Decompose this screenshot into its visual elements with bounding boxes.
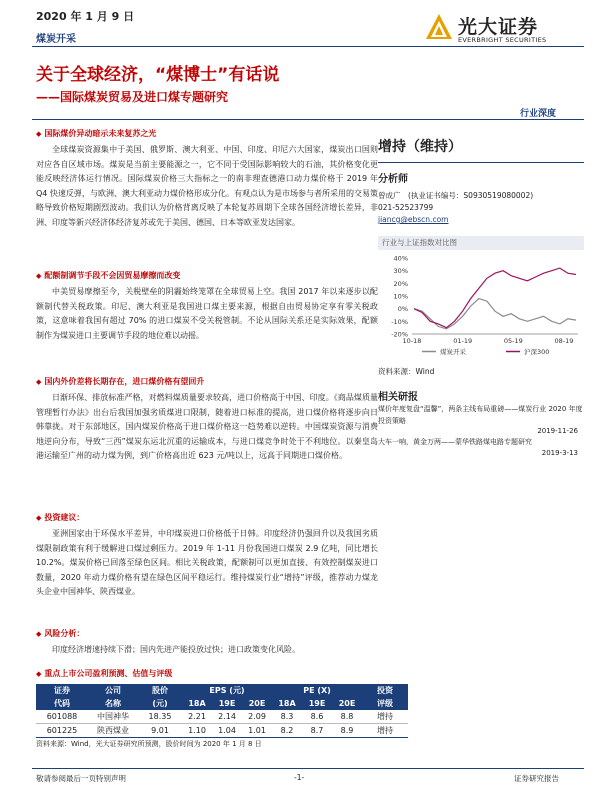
table-header-cell: EPS (元) xyxy=(182,684,272,697)
table-cell: 1.10 xyxy=(188,726,206,735)
report-date: 2020 年 1 月 9 日 xyxy=(36,10,135,23)
legend-label: 煤炭开采 xyxy=(440,348,466,356)
table-cell: 2.14 xyxy=(218,712,236,721)
section-heading: ◆ 风险分析： xyxy=(36,629,85,638)
y-tick-label: 40% xyxy=(393,254,408,263)
section-4 xyxy=(36,628,584,658)
table-cell: 增持 xyxy=(377,726,393,735)
table-cell: 601225 xyxy=(46,726,78,735)
table-header-cell: 证券 xyxy=(36,684,88,697)
y-tick-label: 20% xyxy=(393,279,408,288)
x-tick-label: 10-18 xyxy=(402,337,422,345)
table-header-cell: 投资 xyxy=(362,684,408,697)
table-note: 资料来源：Wind，光大证券研究所预测，股价时间为 2020 年 1 月 8 日 xyxy=(36,740,262,748)
index-comparison-chart xyxy=(378,252,584,362)
related-report-title[interactable]: 大车一响，黄金万两——蒙华铁路煤电路专题研究 xyxy=(378,438,532,446)
x-tick-label: 01-19 xyxy=(453,337,473,345)
y-tick-label: -20% xyxy=(391,330,408,339)
table-header-cell: PE (X) xyxy=(272,684,362,697)
analyst-phone: 021-52523799 xyxy=(378,203,434,212)
footer-divider xyxy=(32,768,584,769)
section-paragraph: 全球煤炭资源集中于美国、俄罗斯、澳大利亚、中国、印度、印尼六大国家，煤炭出口国则对应各自区域市场。煤炭是当前主要能源之一，它不同于受国际影响较大的石油，其价格变化更能反映经济体运行情况。国际煤炭价格三大指标之一的南非理查德港口动力煤价格于 2019 年 Q4 快速反弹，与欧洲、澳大利亚动力煤价格形成分化。有观点认为是市场参与者所采用的交易策略导致价格短期剧烈波动。我们认为价格背离反映了本轮复苏周期下全球各国经济增长差异，非洲、印度等新兴经济体经济复苏或先于美国、德国、日本等欧亚发达国家。 xyxy=(36,145,378,227)
related-report-title[interactable]: 煤价年度复盘“温馨”，两条主线布局重磅——煤炭行业 2020 年度投资策略 xyxy=(378,405,583,425)
table-header-cell: 代码 xyxy=(36,697,88,710)
table-header-cell: 19E xyxy=(212,697,242,710)
table-header-row xyxy=(36,684,408,697)
table-title: ◆ 重点上市公司盈利预测、估值与评级 xyxy=(36,669,173,678)
related-report-date: 2019-11-26 xyxy=(537,427,578,435)
table-cell: 2.09 xyxy=(248,712,266,721)
table-header-cell: 评级 xyxy=(362,697,408,710)
table-cell: 8.3 xyxy=(280,712,294,721)
title-divider xyxy=(32,119,584,120)
diamond-icon: ◆ xyxy=(36,630,42,638)
table-header-cell: 19E xyxy=(302,697,332,710)
section-paragraph: 亚洲国家由于环保水平差异，中印煤炭进口价格低于日韩。印度经济仍强回升以及我国劣质煤限制政策有利于缓解进口煤过剩压力。2019 年 1-11 月份我国进口煤炭 2.9 亿吨，同比增长 10.2%。煤炭价格已回落至绿色区间。相比关税政策，配额制可以更加直接、有效控制煤炭进口数量，2020 年动力煤价格有望在绿色区间平稳运行。维持煤炭行业“增持”评级，推荐动力煤龙头企业中国神华、陕西煤业。 xyxy=(36,529,378,596)
table-cell: 陕西煤业 xyxy=(97,726,129,735)
table-cell: 18.35 xyxy=(148,712,172,721)
diamond-icon: ◆ xyxy=(36,670,42,678)
section-paragraph: 中美贸易摩擦至今，关税壁垒的阴霾始终笼罩在全球贸易上空。我国 2017 年以来逐步以配额制代替关税政策。印尼、澳大利亚是我国进口煤主要来源，根据自由贸易协定享有零关税政策，这意味着我国有超过 70% 的进口煤炭不受关税管制。不论从国际关系还是实际效果，配额制作为煤炭进口主要调节手段的地位难以动摇。 xyxy=(36,287,378,340)
footer-disclaimer: 敬请参阅最后一页特别声明 xyxy=(36,774,126,783)
table-header-cell: 股价 xyxy=(138,684,182,697)
table-header-cell: 20E xyxy=(242,697,272,710)
series-line-1 xyxy=(414,268,576,328)
chart-title: 行业与上证指数对比图 xyxy=(378,236,584,250)
related-report-date: 2019-3-13 xyxy=(541,448,578,457)
section-paragraph: 日渐环保、排放标准严格，对燃料煤质量要求较高，进口价格高于中国、印度。《商品煤质量管理暂行办法》出台后我国加强劣质煤进口限制，随着进口标准的提高，进口煤价格将逐步向日韩靠拢。对于东部地区，国内煤炭价格高于进口煤价格这一趋势难以逆转。中国煤炭资源与消费地逆向分布，导致“三西”煤炭东运北沉重的运输成本，与进口煤竞争时处于不利地位。以秦皇岛港运输至广州的动力煤为例，到广价格高出近 623 元/吨以上，远高于同期进口煤价格。 xyxy=(36,393,378,460)
x-tick-label: 08-19 xyxy=(554,337,574,345)
table-cell: 8.6 xyxy=(310,712,324,721)
page-number: -1- xyxy=(294,773,305,782)
diamond-icon: ◆ xyxy=(36,378,42,386)
table-header-row xyxy=(36,697,408,710)
diamond-icon: ◆ xyxy=(36,514,42,522)
section-0 xyxy=(36,128,378,230)
table-header-cell: (元) xyxy=(138,697,182,710)
table-cell: 8.8 xyxy=(340,712,354,721)
logo-text: 光大证券 xyxy=(458,16,539,38)
report-subtitle: ——国际煤炭贸易及进口煤专题研究 xyxy=(36,90,229,104)
table-cell: 1.01 xyxy=(248,726,266,735)
earnings-forecast-table xyxy=(36,684,408,738)
table-cell: 8.9 xyxy=(340,726,354,735)
analyst-heading: 分析师 xyxy=(378,174,408,185)
table-header-cell: 20E xyxy=(332,697,362,710)
section-heading: ◆ 国际煤价异动暗示未来复苏之光 xyxy=(36,129,157,138)
legend-label: 沪深300 xyxy=(524,348,550,356)
rating-label: 增持（维持） xyxy=(378,139,462,155)
y-tick-label: 30% xyxy=(393,267,408,276)
logo-icon xyxy=(424,12,454,42)
analyst-email-link[interactable]: jiancg@ebscn.com xyxy=(378,215,449,224)
header-divider xyxy=(32,46,584,47)
table-header-cell: 名称 xyxy=(88,697,138,710)
table-cell: 中国神华 xyxy=(97,712,129,721)
related-reports-heading: 相关研报 xyxy=(378,392,418,403)
report-tag: 行业深度 xyxy=(520,109,557,119)
x-tick-label: 05-19 xyxy=(503,337,523,345)
section-1 xyxy=(36,270,378,343)
table-cell: 601088 xyxy=(46,712,78,721)
report-category: 煤炭开采 xyxy=(36,34,76,45)
table-cell: 8.7 xyxy=(310,726,324,735)
diamond-icon: ◆ xyxy=(36,130,42,138)
y-tick-label: -10% xyxy=(391,317,408,326)
section-heading: ◆ 投资建议： xyxy=(36,513,85,522)
table-row xyxy=(36,710,408,724)
y-tick-label: 0% xyxy=(397,305,408,314)
analyst-name: 曾成广 (执业证书编号：S0930519080002) xyxy=(378,191,534,200)
logo-subtitle: EVERBRIGHT SECURITIES xyxy=(458,36,547,44)
table-row xyxy=(36,724,408,738)
section-paragraph: 印度经济增速持续下滑；国内先进产能投放过快；进口政策变化风险。 xyxy=(52,645,300,654)
report-title: 关于全球经济，“煤博士”有话说 xyxy=(36,65,280,85)
rating-divider xyxy=(378,162,584,163)
related-reports-list xyxy=(378,404,584,457)
y-tick-label: 10% xyxy=(393,292,408,301)
section-3 xyxy=(36,512,584,600)
diamond-icon: ◆ xyxy=(36,272,42,280)
table-header-cell: 公司 xyxy=(88,684,138,697)
table-cell: 9.01 xyxy=(151,726,169,735)
table-cell: 8.2 xyxy=(280,726,294,735)
table-header-cell: 18A xyxy=(182,697,212,710)
footer-report-type: 证券研究报告 xyxy=(514,774,559,783)
table-cell: 1.04 xyxy=(218,726,236,735)
section-heading: ◆ 国内外价差将长期存在，进口煤价格有望回升 xyxy=(36,377,205,386)
section-heading: ◆ 配额制调节手段不会因贸易摩擦而改变 xyxy=(36,271,181,280)
table-cell: 增持 xyxy=(377,712,393,721)
section-2 xyxy=(36,376,378,464)
table-cell: 2.21 xyxy=(188,712,206,721)
chart-source: 资料来源：Wind xyxy=(378,367,435,376)
table-header-cell: 18A xyxy=(272,697,302,710)
